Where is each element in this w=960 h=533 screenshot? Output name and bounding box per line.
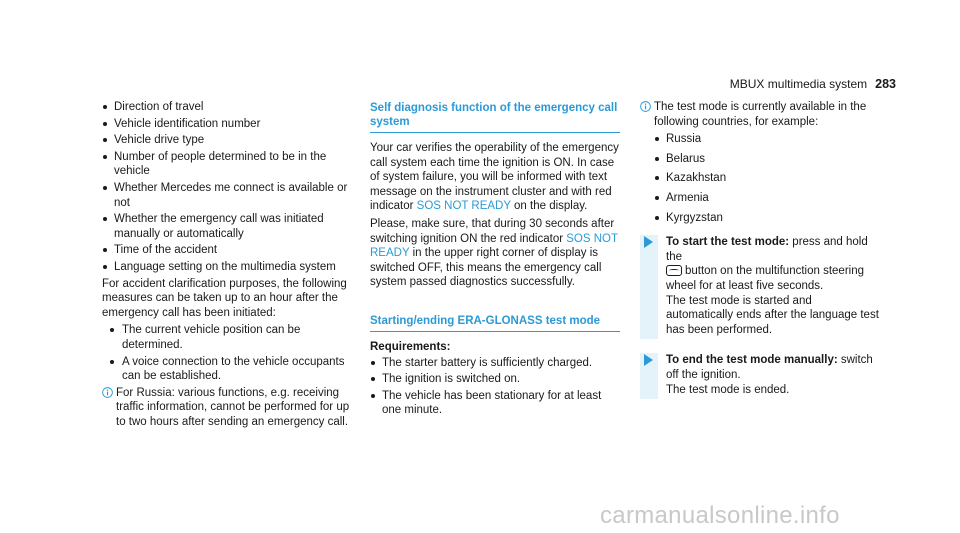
requirements-list	[370, 356, 620, 418]
call-button-icon	[666, 265, 682, 276]
list-item: The ignition is switched on.	[370, 372, 620, 387]
requirements-label: Requirements:	[370, 340, 451, 353]
list-item: The starter battery is sufficiently charged.	[370, 356, 620, 371]
list-item: Vehicle identification number	[102, 117, 352, 132]
list-item: Language setting on the multimedia system	[102, 260, 352, 275]
list-item: Belarus	[654, 152, 880, 167]
sos-indicator-text: SOS NOT READY	[416, 200, 511, 213]
list-item: Kyrgyzstan	[654, 211, 880, 226]
list-item: The vehicle has been stationary for at least one minute.	[370, 389, 620, 418]
info-icon	[640, 101, 651, 112]
list-item: Time of the accident	[102, 243, 352, 258]
action-arrow-icon	[644, 236, 653, 248]
list-item: Whether the emergency call was initiated manually or automatically	[102, 212, 352, 241]
info-note	[102, 386, 352, 430]
column-2	[370, 101, 620, 420]
header-title: MBUX multimedia system	[729, 77, 868, 91]
start-test-step: To start the test mode: press and hold the button on the multifunction steering wheel for at least five seconds. The test mode is started and automatically ends after the language test has been performed.	[640, 235, 880, 339]
diagnosis-paragraph: Your car verifies the operability of the emergency call system each time the ignition is ON. In case of system failure, you will be informed with text message on the instrument cluster and with red indicator SOS NOT READY on the display.	[370, 142, 619, 213]
end-test-step: To end the test mode manually: switch off the ignition. The test mode is ended.	[640, 353, 880, 399]
list-item: Russia	[654, 132, 880, 147]
column-1	[102, 100, 352, 429]
sos-indicator-text: SOS NOT READY	[370, 232, 618, 260]
list-item: Kazakhstan	[654, 171, 880, 186]
country-list	[654, 132, 880, 225]
section-heading-test-mode: Starting/ending ERA-GLONASS test mode	[370, 314, 620, 332]
page-header	[730, 77, 896, 92]
measures-list	[102, 323, 352, 383]
watermark: carmanualsonline.info	[600, 502, 840, 529]
section-heading-self-diagnosis: Self diagnosis function of the emergency call system	[370, 101, 620, 133]
page-number: 283	[875, 77, 896, 91]
measures-paragraph: For accident clarification purposes, the following measures can be taken up to an hour after the emergency call has been initiated:	[102, 277, 347, 319]
step-label: To start the test mode:	[666, 236, 790, 249]
column-3	[640, 100, 880, 399]
list-item: Armenia	[654, 191, 880, 206]
list-item: The current vehicle position can be determined.	[102, 323, 352, 352]
data-list	[102, 100, 352, 275]
list-item: A voice connection to the vehicle occupants can be established.	[102, 355, 352, 384]
list-item: Vehicle drive type	[102, 133, 352, 148]
info-text: For Russia: various functions, e.g. receiving traffic information, cannot be performed for up to two hours after sending an emergency call.	[116, 386, 350, 428]
info-icon	[102, 387, 113, 398]
action-arrow-icon	[644, 354, 653, 366]
list-item: Number of people determined to be in the vehicle	[102, 150, 352, 179]
diagnosis-paragraph-2: Please, make sure, that during 30 seconds after switching ignition ON the red indicator SOS NOT READY in the upper right corner of display is switched OFF, this means the emergency call system passed diagnostics successfully.	[370, 217, 618, 289]
step-result: The test mode is started and automatically ends after the language test has been performed.	[666, 294, 879, 336]
step-result: The test mode is ended.	[666, 383, 790, 396]
info-text: The test mode is currently available in the following countries, for example:	[654, 101, 867, 128]
step-label: To end the test mode manually:	[666, 354, 838, 367]
info-note	[640, 100, 880, 225]
list-item: Whether Mercedes me connect is available or not	[102, 181, 352, 210]
list-item: Direction of travel	[102, 100, 352, 115]
